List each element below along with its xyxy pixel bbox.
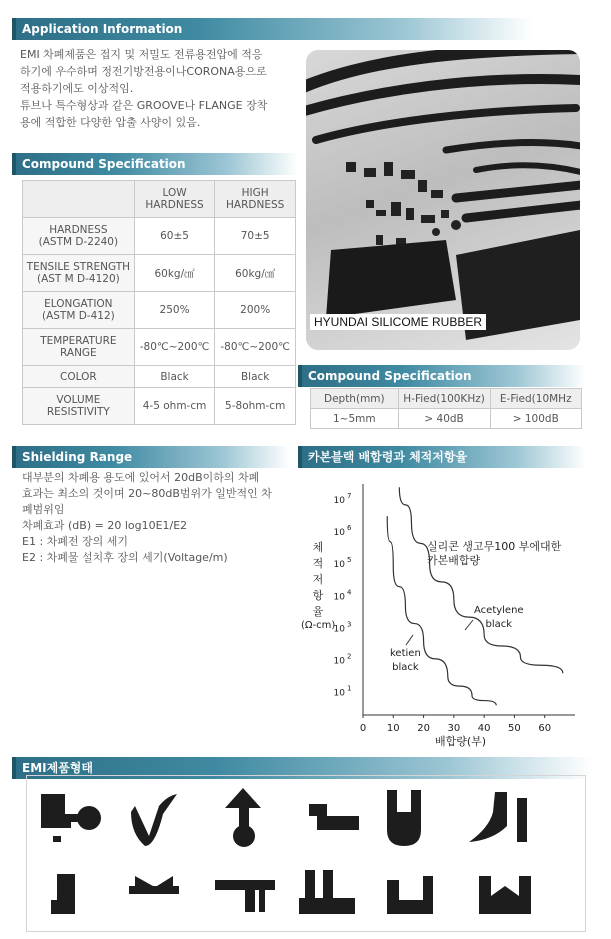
- high-hardness-value: 60kg/㎠: [215, 255, 296, 292]
- shielding-range-text: [22, 470, 298, 566]
- row-label: [23, 218, 135, 255]
- y-label-char: 율: [312, 605, 324, 618]
- emi-shapes-panel: [26, 775, 586, 932]
- shielding-line: 대부분의 차폐용 용도에 있어서 20dB이하의 차폐: [22, 471, 260, 484]
- ketien-label-line: ketien: [390, 648, 421, 659]
- y-label-char: 적: [312, 557, 324, 570]
- table-row: [23, 218, 296, 255]
- profile-shape: [131, 794, 177, 846]
- row-label-line: RESISTIVITY: [46, 406, 110, 418]
- shielding-spec-table: [310, 388, 582, 429]
- row-label-line: (ASTM D-2240): [38, 236, 119, 248]
- row-label: [23, 329, 135, 366]
- shielding-line: 효과는 최소의 것이며 20~80dB범위가 일반적인 차: [22, 487, 272, 500]
- application-info-text: [20, 46, 302, 131]
- shielding-line: E1 : 차폐전 장의 세기: [22, 535, 129, 548]
- profile-shape: [225, 788, 261, 847]
- row-label: [23, 366, 135, 388]
- y-tick-label: 10: [333, 496, 345, 507]
- silicone-rubber-photo: [306, 50, 580, 350]
- profile-shape: [309, 804, 359, 830]
- y-axis-unit: (Ω-cm): [301, 620, 336, 631]
- high-hardness-value: -80℃~200℃: [215, 329, 296, 366]
- acetylene-label-line: Acetylene: [474, 605, 524, 616]
- profile-shape: [41, 794, 101, 842]
- acetylene-arrow: [465, 620, 473, 630]
- profile-shape: [215, 880, 275, 912]
- row-label-line: TEMPERATURE: [40, 335, 117, 347]
- profile-shape: [387, 876, 433, 914]
- application-line: 하기에 우수하며 정전기방전용이나CORONA용으로: [20, 65, 267, 78]
- profile-shape: [129, 876, 179, 894]
- table-header-cell: E-Fied(10MHz: [490, 389, 581, 409]
- y-tick-label: 10: [333, 688, 345, 699]
- row-label-line: TENSILE STRENGTH: [26, 261, 131, 273]
- table-cell: > 40dB: [398, 409, 490, 429]
- emi-shapes-header: EMI제품형태: [12, 757, 592, 779]
- x-tick-label: 10: [386, 723, 400, 734]
- table-header-cell: Depth(mm): [311, 389, 399, 409]
- shielding-range-header: Shielding Range: [12, 446, 290, 468]
- profile-shape: [469, 792, 527, 842]
- shielding-line: E2 : 차폐물 설치후 장의 세기(Voltage/m): [22, 551, 228, 564]
- profile-shape: [299, 870, 355, 914]
- table-row: [23, 366, 296, 388]
- x-tick-label: 40: [477, 723, 491, 734]
- row-label: [23, 255, 135, 292]
- table-row: [23, 388, 296, 425]
- y-tick-label: 10: [333, 560, 345, 571]
- header-line: HARDNESS: [226, 199, 285, 211]
- x-tick-label: 60: [538, 723, 552, 734]
- header-line: LOW: [162, 187, 187, 199]
- high-hardness-value: 200%: [215, 292, 296, 329]
- row-label-line: COLOR: [60, 370, 97, 383]
- header-line: HIGH: [241, 187, 269, 199]
- profile-shape: [479, 876, 531, 914]
- shielding-line: 폐범위임: [22, 503, 65, 516]
- table-row: [311, 409, 582, 429]
- ketien-label: [390, 647, 421, 675]
- row-label-line: (AST M D-4120): [36, 273, 120, 285]
- application-line: 적용하기에도 이상적임.: [20, 82, 134, 95]
- y-axis-label: [310, 540, 326, 620]
- y-tick-exponent: 2: [347, 652, 352, 661]
- x-tick-label: 20: [417, 723, 430, 734]
- carbon-black-resistivity-chart: [300, 470, 590, 750]
- compound-spec-table: [22, 180, 296, 425]
- y-tick-exponent: 5: [347, 556, 352, 565]
- table-header-cell: [23, 181, 135, 218]
- row-label-line: HARDNESS: [49, 224, 108, 236]
- low-hardness-value: 60±5: [134, 218, 215, 255]
- y-label-char: 체: [312, 541, 324, 554]
- annotation-line: 카본배합량: [427, 554, 481, 567]
- table-row: [23, 255, 296, 292]
- emi-profile-shapes: [27, 776, 585, 931]
- acetylene-label-line: black: [485, 619, 513, 630]
- y-tick-exponent: 7: [347, 492, 352, 501]
- application-line: EMI 차폐제품은 접지 및 저밀도 전류용전압에 적응: [20, 48, 263, 61]
- application-line: 튜브나 특수형상과 같은 GROOVE나 FLANGE 장착: [20, 99, 268, 112]
- low-hardness-value: -80℃~200℃: [134, 329, 215, 366]
- table-header-cell: [215, 181, 296, 218]
- shielding-line: 차폐효과 (dB) = 20 log10E1/E2: [22, 519, 188, 532]
- x-tick-label: 30: [447, 723, 461, 734]
- annotation-line: 실리콘 생고무100 부에대한: [427, 540, 562, 553]
- rubber-profiles-illustration: [306, 50, 580, 350]
- table-cell: 1~5mm: [311, 409, 399, 429]
- x-tick-label: 50: [508, 723, 521, 734]
- table-header-cell: H-Fied(100KHz): [398, 389, 490, 409]
- row-label-line: (ASTM D-412): [41, 310, 115, 322]
- profile-shape: [387, 790, 421, 846]
- y-label-char: 저: [312, 573, 324, 586]
- high-hardness-value: 5-8ohm-cm: [215, 388, 296, 425]
- high-hardness-value: Black: [215, 366, 296, 388]
- table-header-row: [311, 389, 582, 409]
- table-header-cell: [134, 181, 215, 218]
- application-line: 용에 적합한 다양한 압출 사양이 있음.: [20, 116, 201, 129]
- photo-caption: HYUNDAI SILICOME RUBBER: [310, 314, 486, 330]
- table-header-row: [23, 181, 296, 218]
- x-tick-label: 0: [359, 723, 367, 734]
- x-axis-label: 배합량(부): [435, 735, 487, 748]
- y-tick-label: 10: [333, 624, 345, 635]
- y-tick-exponent: 1: [347, 684, 352, 693]
- header-line: HARDNESS: [145, 199, 204, 211]
- row-label-line: VOLUME: [56, 394, 101, 406]
- graph-annotation: [427, 540, 561, 568]
- table-row: [23, 292, 296, 329]
- carbon-black-graph-header: 카본블랙 배합령과 체적저항율: [298, 446, 586, 468]
- application-info-header: Application Information: [12, 18, 532, 40]
- profile-shape: [51, 874, 75, 914]
- compound-spec-header: Compound Specification: [12, 153, 298, 175]
- y-tick-label: 10: [333, 528, 345, 539]
- acetylene-label: [474, 604, 524, 632]
- row-label: [23, 388, 135, 425]
- row-label-line: ELONGATION: [44, 298, 113, 310]
- table-cell: > 100dB: [490, 409, 581, 429]
- low-hardness-value: 60kg/㎠: [134, 255, 215, 292]
- ketien-arrow: [406, 635, 413, 645]
- y-tick-exponent: 4: [347, 588, 352, 597]
- low-hardness-value: 250%: [134, 292, 215, 329]
- y-tick-exponent: 6: [347, 524, 352, 533]
- low-hardness-value: 4-5 ohm-cm: [134, 388, 215, 425]
- compound-spec-right-header: Compound Specification: [298, 365, 586, 387]
- y-tick-label: 10: [333, 592, 345, 603]
- high-hardness-value: 70±5: [215, 218, 296, 255]
- low-hardness-value: Black: [134, 366, 215, 388]
- y-label-char: 항: [312, 589, 324, 602]
- y-tick-exponent: 3: [347, 620, 352, 629]
- row-label: [23, 292, 135, 329]
- table-row: [23, 329, 296, 366]
- ketien-label-line: black: [392, 662, 419, 673]
- y-tick-label: 10: [333, 656, 345, 667]
- row-label-line: RANGE: [60, 347, 97, 359]
